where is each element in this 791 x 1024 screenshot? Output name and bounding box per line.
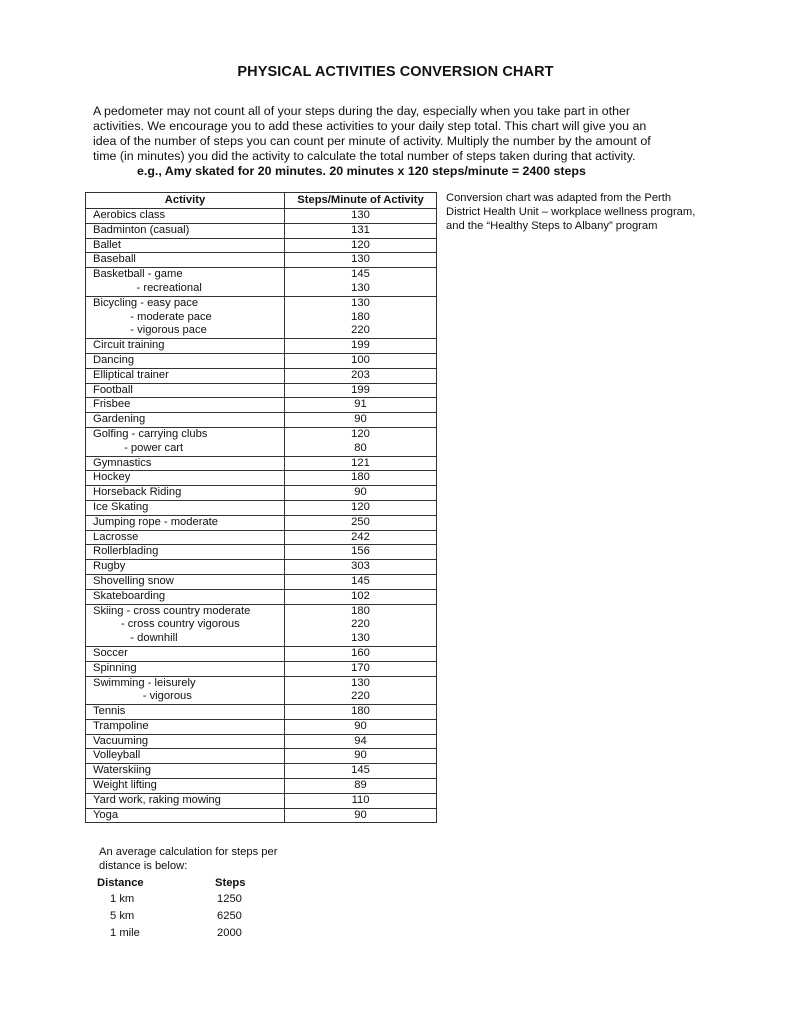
steps-per-minute: 120 xyxy=(351,500,370,513)
activity-column-header: Activity xyxy=(86,193,285,209)
activity-name: - recreational xyxy=(93,281,202,294)
activity-name: Lacrosse xyxy=(93,530,139,543)
activity-name: Badminton (casual) xyxy=(93,223,190,236)
steps-per-minute: 102 xyxy=(351,589,370,602)
steps-cell xyxy=(285,646,437,661)
activity-name: Golfing - carrying clubs xyxy=(93,427,208,440)
table-row xyxy=(86,793,437,808)
activity-cell xyxy=(86,705,285,720)
activity-cell xyxy=(86,793,285,808)
activity-cell xyxy=(86,589,285,604)
table-row xyxy=(86,705,437,720)
activity-cell xyxy=(86,486,285,501)
steps-cell xyxy=(285,471,437,486)
activity-name: Frisbee xyxy=(93,398,131,411)
distance-row xyxy=(97,890,277,907)
steps-per-minute: 170 xyxy=(351,661,370,674)
steps-cell xyxy=(285,530,437,545)
table-header-row xyxy=(86,193,437,209)
distance-intro: An average calculation for steps per distance is below: xyxy=(99,846,278,872)
activity-cell xyxy=(86,223,285,238)
steps-per-minute: 91 xyxy=(354,398,367,411)
steps-cell xyxy=(285,268,437,297)
steps-per-minute: 100 xyxy=(351,353,370,366)
intro-line: activities. We encourage you to add these activities to your daily step total. This chart will give you an xyxy=(93,119,647,133)
steps-per-minute: 160 xyxy=(351,646,370,659)
steps-per-minute: 199 xyxy=(351,339,370,352)
activity-name: Ballet xyxy=(93,238,121,251)
activity-cell xyxy=(86,398,285,413)
table-row xyxy=(86,500,437,515)
activity-name: Vacuuming xyxy=(93,734,149,747)
table-row xyxy=(86,268,437,297)
table-row xyxy=(86,646,437,661)
steps-per-minute: 130 xyxy=(351,209,370,221)
steps-per-minute: 203 xyxy=(351,368,370,381)
activity-cell xyxy=(86,515,285,530)
steps-cell xyxy=(285,223,437,238)
table-row xyxy=(86,545,437,560)
distance-steps-value: 2000 xyxy=(217,926,242,939)
activity-cell xyxy=(86,471,285,486)
steps-per-minute: 130 xyxy=(351,632,370,645)
steps-per-minute: 130 xyxy=(351,676,370,689)
table-row xyxy=(86,486,437,501)
distance-row xyxy=(97,924,277,941)
steps-per-minute: 90 xyxy=(354,413,367,426)
table-row xyxy=(86,779,437,794)
table-row xyxy=(86,383,437,398)
activity-name: Skiing - cross country moderate xyxy=(93,604,251,617)
intro-paragraph xyxy=(93,104,693,164)
table-row xyxy=(86,209,437,224)
activity-cell xyxy=(86,808,285,823)
steps-cell xyxy=(285,427,437,456)
activity-name: Shovelling snow xyxy=(93,574,174,587)
steps-per-minute: 130 xyxy=(351,296,370,309)
table-row xyxy=(86,427,437,456)
table-row xyxy=(86,764,437,779)
steps-per-minute: 180 xyxy=(351,310,370,323)
activity-cell xyxy=(86,779,285,794)
distance-value: 1 km xyxy=(110,892,135,905)
steps-per-minute: 120 xyxy=(351,238,370,251)
activity-name: Volleyball xyxy=(93,749,141,762)
activity-name: Skateboarding xyxy=(93,589,166,602)
activity-name: Aerobics class xyxy=(93,209,166,221)
activity-cell xyxy=(86,764,285,779)
steps-per-minute: 90 xyxy=(354,808,367,821)
steps-cell xyxy=(285,734,437,749)
table-row xyxy=(86,253,437,268)
activity-name: Circuit training xyxy=(93,339,165,352)
activity-name: Soccer xyxy=(93,646,128,659)
steps-per-minute: 145 xyxy=(351,764,370,777)
activity-cell xyxy=(86,456,285,471)
distance-column-header: Distance xyxy=(97,877,144,889)
distance-steps-value: 6250 xyxy=(217,909,242,922)
activity-cell xyxy=(86,530,285,545)
activity-cell xyxy=(86,368,285,383)
activity-name: Jumping rope - moderate xyxy=(93,515,218,528)
steps-cell xyxy=(285,749,437,764)
activity-name: - downhill xyxy=(93,632,178,645)
activity-cell xyxy=(86,296,285,338)
activity-name: Yoga xyxy=(93,808,119,821)
steps-cell xyxy=(285,253,437,268)
table-row xyxy=(86,719,437,734)
activity-name: Elliptical trainer xyxy=(93,368,169,381)
table-row xyxy=(86,574,437,589)
activity-cell xyxy=(86,383,285,398)
activity-name: - vigorous pace xyxy=(93,324,207,337)
source-note: Conversion chart was adapted from the Perth District Health Unit – workplace wellness program, and the “Healthy Steps to Albany” program xyxy=(446,192,696,232)
table-row xyxy=(86,339,437,354)
activity-name: Horseback Riding xyxy=(93,486,182,499)
steps-per-minute: 80 xyxy=(354,441,367,454)
table-row xyxy=(86,456,437,471)
steps-per-minute: 110 xyxy=(351,793,370,806)
steps-per-minute: 121 xyxy=(351,456,370,469)
steps-per-minute: 89 xyxy=(354,779,367,792)
table-row xyxy=(86,661,437,676)
table-row xyxy=(86,368,437,383)
steps-per-minute: 130 xyxy=(351,253,370,266)
activity-cell xyxy=(86,500,285,515)
steps-cell xyxy=(285,353,437,368)
steps-per-minute: 250 xyxy=(351,515,370,528)
activity-cell xyxy=(86,339,285,354)
activity-name: - cross country vigorous xyxy=(93,618,240,631)
steps-per-minute: 90 xyxy=(354,719,367,732)
steps-per-minute: 180 xyxy=(351,705,370,718)
steps-per-minute: 120 xyxy=(351,427,370,440)
activity-cell xyxy=(86,560,285,575)
steps-cell xyxy=(285,604,437,646)
steps-cell xyxy=(285,456,437,471)
intro-line: A pedometer may not count all of your steps during the day, especially when you take part in other xyxy=(93,104,631,118)
steps-cell xyxy=(285,486,437,501)
steps-per-minute: 145 xyxy=(351,574,370,587)
steps-cell xyxy=(285,589,437,604)
steps-cell xyxy=(285,793,437,808)
steps-per-minute: 94 xyxy=(354,734,367,747)
steps-per-minute: 90 xyxy=(354,749,367,762)
table-row xyxy=(86,515,437,530)
table-row xyxy=(86,296,437,338)
steps-per-minute: 199 xyxy=(351,383,370,396)
steps-per-minute: 220 xyxy=(351,324,370,337)
steps-cell xyxy=(285,560,437,575)
activity-name: Rugby xyxy=(93,560,126,573)
activity-cell xyxy=(86,676,285,705)
steps-cell xyxy=(285,661,437,676)
activity-table-body xyxy=(86,209,437,823)
steps-cell xyxy=(285,209,437,224)
steps-cell xyxy=(285,413,437,428)
steps-per-minute: 220 xyxy=(351,690,370,703)
activity-cell xyxy=(86,353,285,368)
activity-name: Basketball - game xyxy=(93,268,183,281)
activity-name: Yard work, raking mowing xyxy=(93,793,221,806)
table-row xyxy=(86,353,437,368)
steps-cell xyxy=(285,398,437,413)
table-row xyxy=(86,413,437,428)
activity-name: Weight lifting xyxy=(93,779,157,792)
activity-name: Trampoline xyxy=(93,719,149,732)
table-row xyxy=(86,471,437,486)
activity-cell xyxy=(86,268,285,297)
steps-cell xyxy=(285,764,437,779)
steps-per-minute: 303 xyxy=(351,560,370,573)
activity-cell xyxy=(86,604,285,646)
page-title: PHYSICAL ACTIVITIES CONVERSION CHART xyxy=(237,64,554,80)
steps-cell xyxy=(285,676,437,705)
steps-per-minute: 156 xyxy=(351,545,370,558)
intro-line: time (in minutes) you did the activity to calculate the total number of steps taken during that activity. xyxy=(93,149,636,163)
steps-per-minute: 220 xyxy=(351,618,370,631)
activity-cell xyxy=(86,661,285,676)
activity-name: Football xyxy=(93,383,133,396)
activity-name: Bicycling - easy pace xyxy=(93,296,199,309)
steps-per-minute: 131 xyxy=(351,223,370,236)
table-row xyxy=(86,734,437,749)
activity-name: Waterskiing xyxy=(93,764,152,777)
distance-value: 1 mile xyxy=(110,926,140,939)
steps-per-minute: 242 xyxy=(351,530,370,543)
steps-cell xyxy=(285,368,437,383)
activity-name: Swimming - leisurely xyxy=(93,676,196,689)
activity-cell xyxy=(86,574,285,589)
steps-per-minute: 130 xyxy=(351,281,370,294)
activity-name: Tennis xyxy=(93,705,126,718)
example-calculation: e.g., Amy skated for 20 minutes. 20 minutes x 120 steps/minute = 2400 steps xyxy=(137,164,586,178)
steps-cell xyxy=(285,779,437,794)
steps-cell xyxy=(285,515,437,530)
activity-cell xyxy=(86,209,285,224)
distance-steps-value: 1250 xyxy=(217,892,242,905)
activity-cell xyxy=(86,427,285,456)
steps-cell xyxy=(285,545,437,560)
steps-cell xyxy=(285,296,437,338)
distance-value: 5 km xyxy=(110,909,135,922)
activity-cell xyxy=(86,253,285,268)
activity-name: - power cart xyxy=(93,441,184,454)
steps-cell xyxy=(285,574,437,589)
activity-cell xyxy=(86,238,285,253)
table-row xyxy=(86,560,437,575)
steps-cell xyxy=(285,705,437,720)
activity-name: Spinning xyxy=(93,661,137,674)
table-row xyxy=(86,808,437,823)
activity-cell xyxy=(86,719,285,734)
table-row xyxy=(86,238,437,253)
distance-header-row xyxy=(97,876,277,890)
steps-column-header: Steps/Minute of Activity xyxy=(285,193,437,209)
steps-per-minute: 145 xyxy=(351,268,370,281)
table-row xyxy=(86,604,437,646)
table-row xyxy=(86,530,437,545)
activity-name: - moderate pace xyxy=(93,310,212,323)
table-row xyxy=(86,398,437,413)
steps-per-minute: 90 xyxy=(354,486,367,499)
activity-name: Hockey xyxy=(93,471,131,484)
steps-cell xyxy=(285,383,437,398)
activity-cell xyxy=(86,749,285,764)
intro-line: idea of the number of steps you can count per minute of activity. Multiply the number by the amount of xyxy=(93,134,651,148)
steps-cell xyxy=(285,500,437,515)
distance-steps-column-header: Steps xyxy=(215,877,246,889)
steps-cell xyxy=(285,719,437,734)
activity-name: Baseball xyxy=(93,253,136,266)
steps-per-minute: 180 xyxy=(351,471,370,484)
steps-cell xyxy=(285,339,437,354)
activity-conversion-table xyxy=(85,192,437,823)
steps-per-minute: 180 xyxy=(351,604,370,617)
table-row xyxy=(86,749,437,764)
steps-cell xyxy=(285,808,437,823)
activity-cell xyxy=(86,646,285,661)
distance-table xyxy=(97,876,277,941)
activity-name: - vigorous xyxy=(93,690,192,703)
distance-row xyxy=(97,907,277,924)
activity-name: Ice Skating xyxy=(93,500,149,513)
activity-name: Rollerblading xyxy=(93,545,159,558)
steps-cell xyxy=(285,238,437,253)
table-row xyxy=(86,676,437,705)
activity-cell xyxy=(86,413,285,428)
activity-name: Gymnastics xyxy=(93,456,152,469)
table-row xyxy=(86,589,437,604)
activity-name: Gardening xyxy=(93,413,146,426)
table-row xyxy=(86,223,437,238)
activity-name: Dancing xyxy=(93,353,135,366)
activity-cell xyxy=(86,545,285,560)
activity-cell xyxy=(86,734,285,749)
